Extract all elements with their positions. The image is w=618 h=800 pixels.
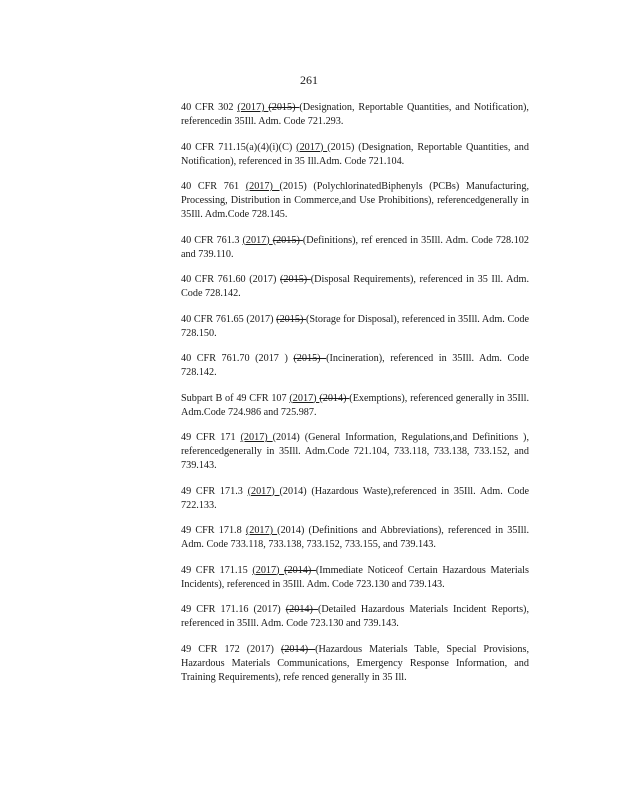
reference-entry <box>181 273 529 301</box>
entry-text: 40 CFR 761.70 (2017 ) <box>181 353 294 364</box>
entry-text: 49 CFR 171 <box>181 432 241 443</box>
inserted-year: (2017) <box>237 102 269 113</box>
reference-entry <box>181 141 529 169</box>
struck-year: (2015) <box>268 102 300 113</box>
entry-text: 40 CFR 761.3 <box>181 234 243 246</box>
reference-entry <box>181 352 529 380</box>
struck-year: (2015) <box>276 313 306 325</box>
reference-list <box>181 101 529 696</box>
entry-text: 49 CFR 171.3 <box>181 485 248 497</box>
reference-entry <box>181 643 529 685</box>
entry-text: (Definitions), ref erenced in 35Ill. Adm. Code 728.102 and 739.110. <box>181 234 529 260</box>
inserted-year: (2017) <box>252 564 285 576</box>
entry-text: (2014) (Hazardous Waste),referenced in 35Ill. Adm. Code 722.133. <box>181 485 529 511</box>
entry-text: 40 CFR 761 <box>181 181 246 192</box>
reference-entry <box>181 101 529 129</box>
reference-entry <box>181 313 529 341</box>
entry-text: (Storage for Disposal), referenced in 35Ill. Adm. Code 728.150. <box>181 313 529 339</box>
entry-text: (2015) (Designation, Reportable Quantities, and Notification), referenced in 35 Ill.Adm. Code 721.104. <box>181 141 529 167</box>
reference-entry <box>181 603 529 631</box>
entry-text: (Hazardous Materials Table, Special Provisions, Hazardous Materials Communications, Emergency Response Information, and Training Requirements), refe renced generally in 35 Ill. <box>181 643 529 683</box>
entry-text: 49 CFR 171.16 (2017) <box>181 604 286 615</box>
entry-text: (Disposal Requirements), referenced in 35 Ill. Adm. Code 728.142. <box>181 274 529 299</box>
reference-entry <box>181 431 529 473</box>
entry-text: (2014) (Definitions and Abbreviations), referenced in 35Ill. Adm. Code 733.118, 733.138, 733.152, 733.155, and 739.143. <box>181 525 529 550</box>
struck-year: (2014) <box>285 604 318 615</box>
struck-year: (2015) <box>272 234 303 246</box>
reference-entry <box>181 392 529 420</box>
entry-text: 49 CFR 171.15 <box>181 564 253 576</box>
entry-text: 40 CFR 302 <box>181 102 238 113</box>
inserted-year: (2017) <box>289 392 320 404</box>
inserted-year: (2017) <box>245 181 280 192</box>
entry-text: 40 CFR 761.60 (2017) <box>181 274 281 285</box>
struck-year: (2014) <box>284 564 316 576</box>
inserted-year: (2017) <box>245 525 278 536</box>
entry-text: (Detailed Hazardous Materials Incident Reports), referenced in 35Ill. Adm. Code 723.130 and 739.143. <box>181 604 529 629</box>
page-number: 261 <box>300 73 318 87</box>
reference-entry <box>181 234 529 262</box>
reference-entry <box>181 564 529 592</box>
entry-text: (Immediate Noticeof Certain Hazardous Materials Incidents), referenced in 35Ill. Adm. Code 723.130 and 739.143. <box>181 564 529 590</box>
struck-year: (2014) <box>280 643 316 655</box>
entry-text: (Designation, Reportable Quantities, and Notification), referencedin 35Ill. Adm. Code 721.293. <box>181 102 529 127</box>
entry-text: 40 CFR 711.15(a)(4)(i)(C) <box>181 141 297 153</box>
struck-year: (2014) <box>319 392 350 404</box>
reference-entry <box>181 180 529 222</box>
entry-text: (2014) (General Information, Regulations,and Definitions ), referencedgenerally in 35Ill. Adm.Code 721.104, 733.118, 733.138, 733.152, and 739.143. <box>181 432 529 471</box>
entry-text: 40 CFR 761.65 (2017) <box>181 313 277 325</box>
inserted-year: (2017) <box>296 141 328 153</box>
entry-text: 49 CFR 171.8 <box>181 525 246 536</box>
reference-entry <box>181 524 529 552</box>
inserted-year: (2017) <box>247 485 280 497</box>
entry-text: (2015) (PolychlorinatedBiphenyls (PCBs) Manufacturing, Processing, Distribution in Commerce,and Use Prohibitions), referencedgenerally in 35Ill. Adm.Code 728.145. <box>181 181 529 220</box>
struck-year: (2015) <box>293 353 327 364</box>
entry-text: 49 CFR 172 (2017) <box>181 643 281 655</box>
struck-year: (2015) <box>280 274 311 285</box>
inserted-year: (2017) <box>240 432 273 443</box>
inserted-year: (2017) <box>242 234 273 246</box>
entry-text: Subpart B of 49 CFR 107 <box>181 392 290 404</box>
reference-entry <box>181 485 529 513</box>
entry-text: (Incineration), referenced in 35Ill. Adm. Code 728.142. <box>181 353 529 378</box>
entry-text: (Exemptions), referenced generally in 35Ill. Adm.Code 724.986 and 725.987. <box>181 392 530 418</box>
